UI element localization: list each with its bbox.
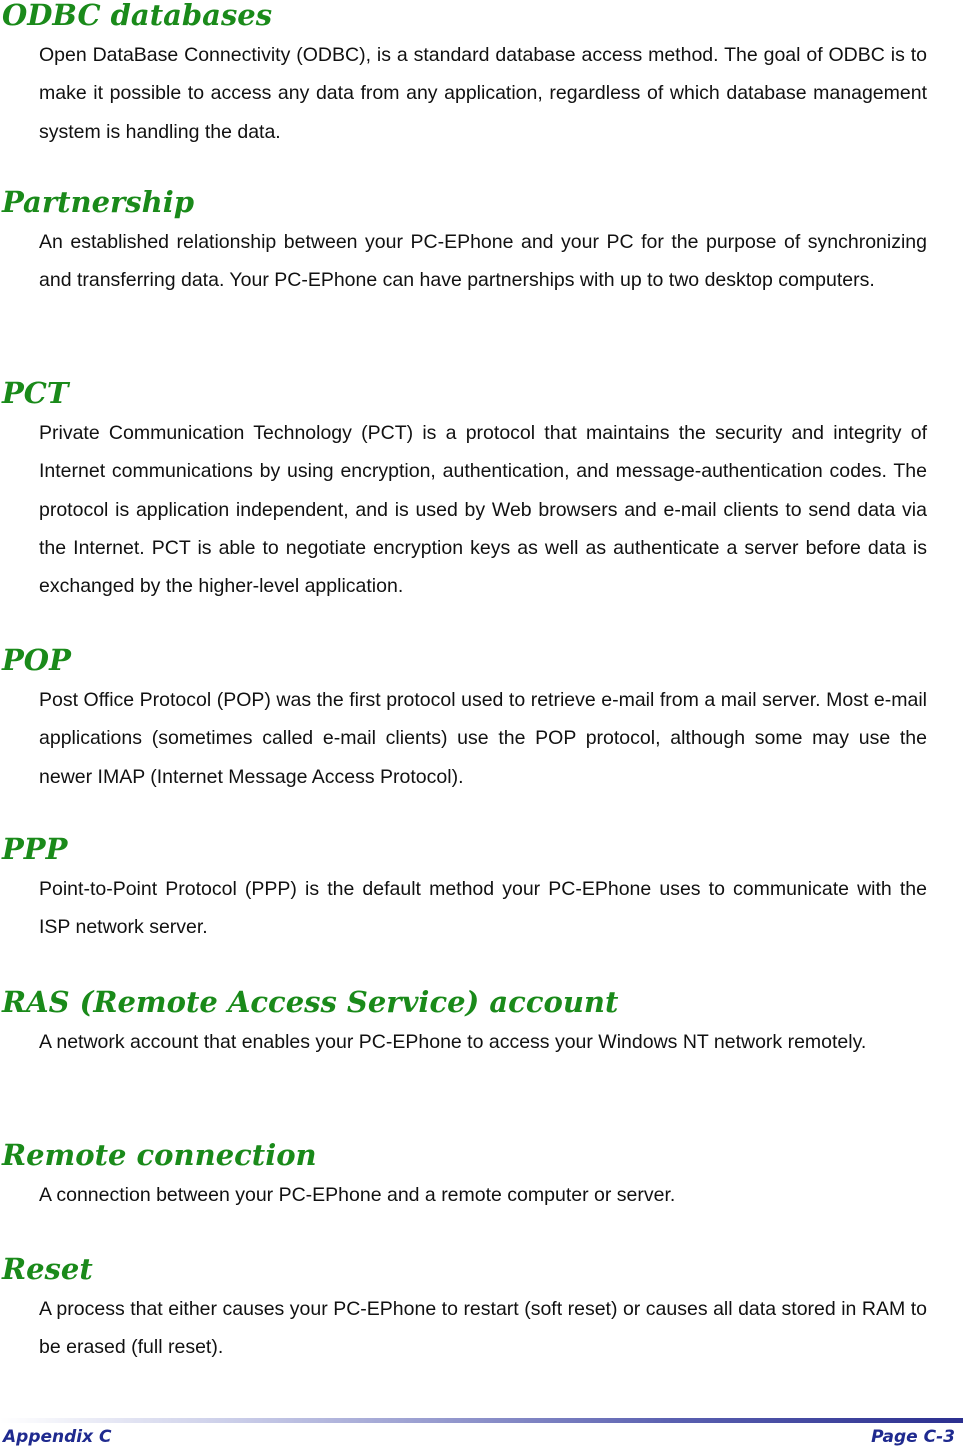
term-heading: PCT [2, 376, 69, 410]
term-heading: PPP [2, 832, 68, 866]
term-definition: An established relationship between your PC-EPhone and your PC for the purpose of synchronizing and transferring data. Your PC-EPhone can have partnerships with up to two desktop computers. [39, 231, 927, 292]
term-definition: Post Office Protocol (POP) was the first protocol used to retrieve e-mail from a mail server. Most e-mail applications (sometimes called e-mail clients) use the POP protocol, although some may use the newer IMAP (Internet Message Access Protocol). [39, 689, 927, 788]
term-definition: A process that either causes your PC-EPhone to restart (soft reset) or causes all data stored in RAM to be erased (full reset). [39, 1298, 927, 1359]
glossary-entry-reset [0, 1254, 963, 1367]
term-definition: Private Communication Technology (PCT) is a protocol that maintains the security and integrity of Internet communications by using encryption, authentication, and message-authentication codes. The protocol is application independent, and is used by Web browsers and e-mail clients to send data via the Internet. PCT is able to negotiate encryption keys as well as authenticate a server before data is exchanged by the higher-level application. [39, 422, 927, 598]
footer-divider [0, 1418, 963, 1423]
glossary-entry-partnership [0, 187, 963, 300]
glossary-entry-remote-connection [0, 1140, 963, 1214]
footer-section-label: Appendix C [3, 1427, 112, 1447]
term-heading: ODBC databases [2, 0, 273, 32]
term-definition: A network account that enables your PC-EPhone to access your Windows NT network remotely. [39, 1031, 867, 1053]
term-heading: POP [2, 643, 71, 677]
term-heading: Partnership [2, 185, 195, 219]
term-heading: Remote connection [2, 1138, 317, 1172]
glossary-entry-ras [0, 987, 963, 1061]
term-definition: A connection between your PC-EPhone and a remote computer or server. [39, 1184, 676, 1206]
term-heading: RAS (Remote Access Service) account [2, 985, 619, 1019]
glossary-entry-ppp [0, 834, 963, 947]
term-heading: Reset [2, 1252, 93, 1286]
glossary-entry-pop [0, 645, 963, 796]
term-definition: Point-to-Point Protocol (PPP) is the default method your PC-EPhone uses to communicate with the ISP network server. [39, 878, 927, 939]
glossary-entry-odbc [0, 0, 963, 151]
term-definition: Open DataBase Connectivity (ODBC), is a standard database access method. The goal of ODBC is to make it possible to access any data from any application, regardless of which database management system is handling the data. [39, 44, 927, 143]
glossary-entry-pct [0, 378, 963, 605]
footer-page-number: Page C-3 [871, 1427, 955, 1447]
